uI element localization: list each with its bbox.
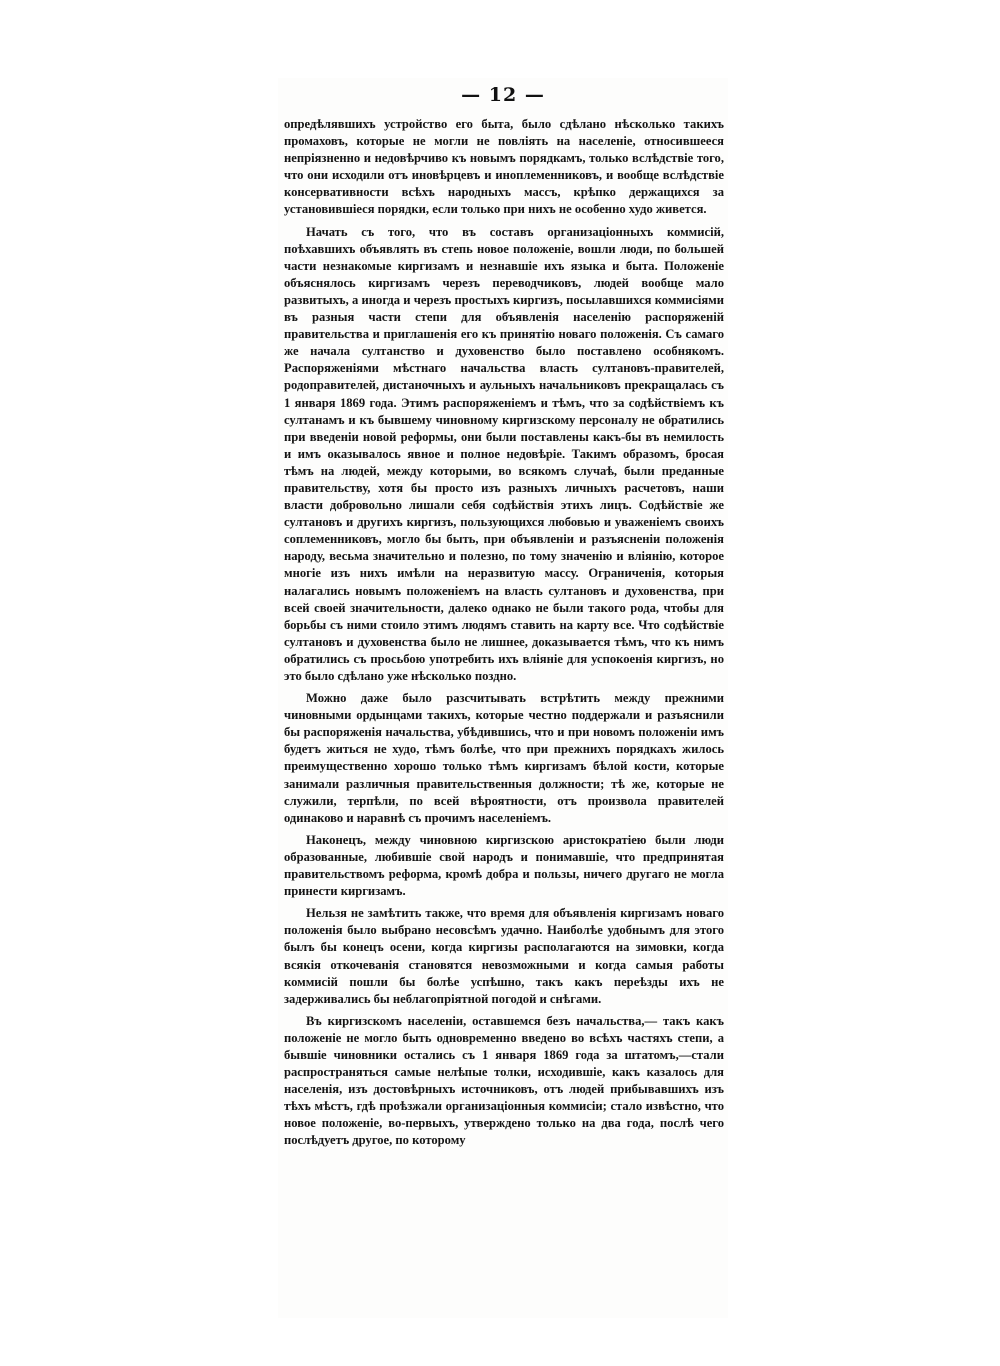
- paragraph: опредѣлявшихъ устройство его быта, было сдѣлано нѣсколько такихъ промаховъ, которые не могли не повліять на населеніе, относившееся непріязненно и недовѣрчиво къ новымъ порядкамъ, только вслѣдствіе того, что они исходили отъ иновѣрцевъ и иноплеменниковъ, и вообще вслѣдствіе консервативности всѣхъ народныхъ массъ, крѣпко держащихся за установившіеся порядки, если только при нихъ не особенно худо живется.: [284, 117, 724, 217]
- paragraph: Начать съ того, что въ составъ организаціонныхъ коммисій, поѣхавшихъ объявлять въ степь новое положеніе, вошли люди, по большей части незнакомые киргизамъ и незнавшіе ихъ языка и быта. Положеніе объяснялось киргизамъ черезъ переводчиковъ, людей вообще мало развитыхъ, а иногда и черезъ простыхъ киргизъ, посылавшихся коммисіями въ разныя части степи для объявленія населенію распоряженій правительства и приглашенія его къ принятію новаго положенія. Съ самаго же начала султанство и духовенство было поставлено особнякомъ. Распоряженіями мѣстнаго начальства власть султановъ-правителей, родоправителей, дистаночныхъ и аульныхъ начальниковъ прекращалась съ 1 января 1869 года. Этимъ распоряженіемъ и тѣмъ, что за содѣйствіемъ къ султанамъ и къ бывшему чиновному киргизскому персоналу не обратились при введеніи новой реформы, они были поставлены какъ-бы въ немилость и имъ оказывалось явное и полное недовѣріе. Такимъ образомъ, бросая тѣмъ на людей, между которыми, во всякомъ случаѣ, были преданные правительству, хотя бы просто изъ разныхъ личныхъ расчетовъ, наши власти добровольно лишали себя содѣйствія этихъ лицъ. Содѣйствіе же султановъ и другихъ киргизъ, пользующихся любовью и уваженіемъ своихъ соплеменниковъ, могло бы быть, при объявленіи и разъясненіи положенія народу, весьма значительно и полезно, по тому значенію и вліянію, которое многіе изъ нихъ имѣли на неразвитую массу. Ограниченія, которыя налагались новымъ положеніемъ на власть султановъ и духовенства, при всей своей значительности, далеко однако не были такого рода, чтобы для борьбы съ ними стоило этимъ людямъ ставить на карту все. Что содѣйствіе султановъ и духовенства было не лишнее, доказывается тѣмъ, что къ нимъ обратились съ просьбою употребить ихъ вліяніе для успокоенія киргизъ, но это было сдѣлано уже нѣсколько поздно.: [284, 224, 724, 683]
- paragraph: Наконецъ, между чиновною киргизскою аристократіею были люди образованные, любившіе свой народъ и понимавшіе, что предпринятая правительствомъ реформа, кромѣ добра и пользы, ничего другаго не могла принести киргизамъ.: [284, 832, 724, 899]
- page-number: — 12 —: [461, 84, 545, 106]
- paragraph: Въ киргизскомъ населеніи, оставшемся безъ начальства,— такъ какъ положеніе не могло быть одновременно введено во всѣхъ частяхъ степи, а бывшіе чиновники остались съ 1 января 1869 года за штатомъ,—стали распространяться самые нелѣпые толки, исходившіе, какъ казалось для населенія, изъ достовѣрныхъ источниковъ, отъ людей прибывавшихъ изъ тѣхъ мѣстъ, гдѣ проѣзжали организаціонныя коммисіи; стало извѣстно, что новое положеніе, во-первыхъ, утверждено только на два года, послѣ чего послѣдуетъ другое, по которому: [284, 1013, 724, 1148]
- document-body: [284, 116, 724, 1155]
- paragraph: Можно даже было разсчитывать встрѣтить между прежними чиновными ордынцами такихъ, которые честно поддержали и разъяснили бы распоряженія начальства, убѣдившись, что и при новомъ положеніи имъ будетъ житься не худо, тѣмъ болѣе, что при прежнихъ порядкахъ жилось преимущественно хорошо только тѣмъ киргизамъ бѣлой кости, которые занимали различныя правительственныя должности; тѣ же, которые не служили, терпѣли, по всей вѣроятности, отъ произвола правителей одинаково и наравнѣ съ прочимъ населеніемъ.: [284, 691, 724, 825]
- paragraph: Нельзя не замѣтить также, что время для объявленія киргизамъ новаго положенія было выбрано несовсѣмъ удачно. Наиболѣе удобнымъ для этого былъ бы конецъ осени, когда киргизы располагаются на зимовки, когда всякія откочеванія становятся невозможными и когда самыя работы коммисій пошли бы болѣе успѣшно, такъ какъ переѣзды ихъ не задерживались бы неблагопріятной погодой и снѣгами.: [284, 906, 724, 1006]
